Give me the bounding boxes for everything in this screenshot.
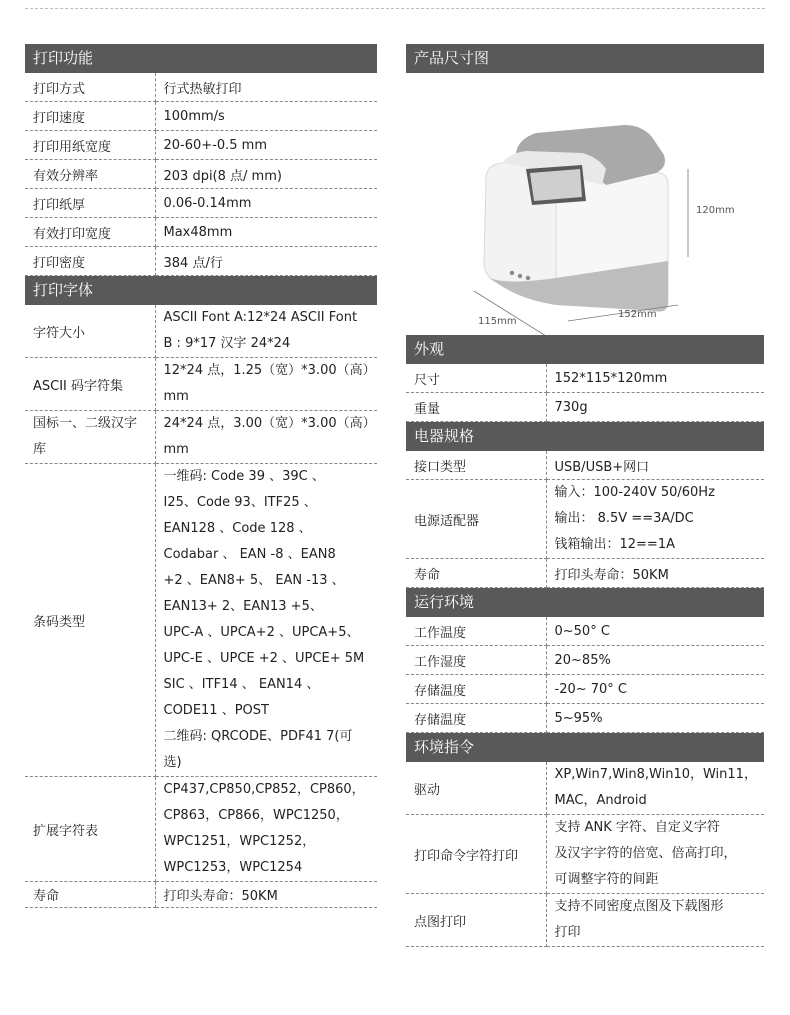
spec-value-line: I25、Code 93、ITF25 、: [163, 495, 317, 510]
spec-value-line: 支持不同密度点图及下载图形: [554, 899, 724, 914]
table-row: [25, 218, 377, 247]
table-row: [25, 160, 377, 189]
spec-key: 接口类型: [406, 451, 546, 480]
spec-value-line: CP437,CP850,CP852，CP860，: [163, 782, 365, 797]
spec-key: 存储温度: [406, 675, 546, 704]
table-row: [25, 882, 377, 908]
spec-value-line: 可调整字符的间距: [554, 872, 659, 887]
spec-key: 条码类型: [25, 464, 155, 777]
spec-value: 打印头寿命：50KM: [546, 559, 764, 588]
spec-value: USB/USB+网口: [546, 451, 764, 480]
spec-value-line: 钱箱输出：12==1A: [554, 537, 675, 552]
height-label: 120mm: [696, 205, 735, 216]
table-row: [406, 451, 764, 480]
spec-value-line: 12*24 点，1.25（宽）*3.00（高）: [163, 363, 376, 378]
table-row: [406, 364, 764, 393]
spec-value: [546, 480, 764, 559]
depth-label: 115mm: [478, 316, 517, 327]
status-light-icon: [526, 276, 530, 280]
spec-value: 20-60+-0.5 mm: [155, 131, 377, 160]
table-row: [25, 777, 377, 882]
spec-key-line: 国标一、二级汉字: [33, 416, 138, 431]
spec-value-line: UPC-A 、UPCA+2 、UPCA+5、: [163, 625, 360, 640]
spec-value-line: ASCII Font A:12*24 ASCII Font: [163, 310, 358, 325]
right-column: [406, 44, 764, 947]
spec-value-line: 一维码: Code 39 、39C 、: [163, 469, 325, 484]
table-row: [406, 480, 764, 559]
spec-value: 203 dpi(8 点/ mm): [155, 160, 377, 189]
section-title-commands: 环境指令: [406, 733, 764, 762]
table-row: [406, 815, 764, 894]
section-title-electrical: 电器规格: [406, 422, 764, 451]
appearance-table: [406, 364, 764, 422]
section-title-print-function: 打印功能: [25, 44, 377, 73]
feed-button-icon: [518, 274, 522, 278]
spec-value-line: 二维码: QRCODE、PDF41 7(可: [163, 729, 353, 744]
section-title-product-size: 产品尺寸图: [406, 44, 764, 73]
spec-value: [155, 464, 377, 777]
spec-key: 扩展字符表: [25, 777, 155, 882]
table-row: [25, 73, 377, 102]
commands-table: [406, 762, 764, 947]
table-row: [406, 762, 764, 815]
table-row: [25, 464, 377, 777]
spec-value: 152*115*120mm: [546, 364, 764, 393]
spec-value: 0~50° C: [546, 617, 764, 646]
spec-value: 20~85%: [546, 646, 764, 675]
spec-value-line: 支持 ANK 字符、自定义字符: [554, 820, 720, 835]
power-button-icon: [510, 271, 514, 275]
spec-key: 打印方式: [25, 73, 155, 102]
print-function-table: [25, 73, 377, 276]
spec-value-line: CODE11 、POST: [163, 703, 269, 718]
spec-key: 工作湿度: [406, 646, 546, 675]
spec-value: [155, 411, 377, 464]
spec-key: 打印命令字符打印: [406, 815, 546, 894]
spec-value-line: WPC1251，WPC1252，: [163, 834, 316, 849]
section-title-appearance: 外观: [406, 335, 764, 364]
spec-value-line: B : 9*17 汉字 24*24: [163, 336, 291, 351]
table-row: [406, 646, 764, 675]
spec-value-line: Codabar 、 EAN -8 、EAN8: [163, 547, 336, 562]
spec-value: 5~95%: [546, 704, 764, 733]
spec-value: -20~ 70° C: [546, 675, 764, 704]
spec-value-line: MAC，Android: [554, 793, 647, 808]
left-column: [25, 44, 377, 908]
spec-key: 打印用纸宽度: [25, 131, 155, 160]
section-title-environment: 运行环境: [406, 588, 764, 617]
table-row: [25, 131, 377, 160]
spec-value-line: WPC1253，WPC1254: [163, 860, 303, 875]
spec-key: 字符大小: [25, 305, 155, 358]
table-row: [25, 189, 377, 218]
spec-key: [25, 411, 155, 464]
table-row: [406, 393, 764, 422]
spec-key: 点图打印: [406, 894, 546, 947]
spec-value-line: EAN128 、Code 128 、: [163, 521, 312, 536]
spec-key: 工作温度: [406, 617, 546, 646]
spec-value: 打印头寿命：50KM: [155, 882, 377, 908]
table-row: [406, 617, 764, 646]
table-row: [25, 358, 377, 411]
spec-value: [155, 358, 377, 411]
spec-value: 行式热敏打印: [155, 73, 377, 102]
spec-value-line: mm: [163, 389, 189, 404]
spec-key: 寿命: [406, 559, 546, 588]
environment-table: [406, 617, 764, 733]
spec-key: 尺寸: [406, 364, 546, 393]
spec-key-line: 库: [33, 442, 47, 457]
spec-value-line: SIC 、ITF14 、 EAN14 、: [163, 677, 320, 692]
spec-value: 100mm/s: [155, 102, 377, 131]
spec-value-line: EAN13+ 2、EAN13 +5、: [163, 599, 323, 614]
spec-key: 打印纸厚: [25, 189, 155, 218]
spec-key: 重量: [406, 393, 546, 422]
spec-key: 电源适配器: [406, 480, 546, 559]
section-title-print-font: 打印字体: [25, 276, 377, 305]
printer-illustration: [406, 73, 764, 335]
spec-key: 打印密度: [25, 247, 155, 276]
spec-value: [546, 815, 764, 894]
table-row: [25, 102, 377, 131]
spec-value: 0.06-0.14mm: [155, 189, 377, 218]
top-divider: [25, 8, 765, 9]
spec-value-line: 选): [163, 755, 182, 770]
spec-value: 730g: [546, 393, 764, 422]
spec-key: 打印速度: [25, 102, 155, 131]
spec-value-line: 输入：100-240V 50/60Hz: [554, 485, 715, 500]
table-row: [25, 305, 377, 358]
spec-value-line: XP,Win7,Win8,Win10，Win11，: [554, 767, 757, 782]
spec-value-line: 打印: [554, 925, 581, 940]
spec-value-line: 24*24 点，3.00（宽）*3.00（高）: [163, 416, 376, 431]
spec-key: 寿命: [25, 882, 155, 908]
width-label: 152mm: [618, 309, 657, 320]
electrical-table: [406, 451, 764, 588]
table-row: [25, 247, 377, 276]
spec-value: [155, 777, 377, 882]
spec-value-line: 及汉字字符的倍宽、倍高打印，: [554, 846, 737, 861]
print-font-table: [25, 305, 377, 908]
table-row: [406, 675, 764, 704]
spec-key: 有效打印宽度: [25, 218, 155, 247]
spec-key: 有效分辨率: [25, 160, 155, 189]
table-row: [25, 411, 377, 464]
table-row: [406, 704, 764, 733]
spec-key: 存储温度: [406, 704, 546, 733]
spec-key: 驱动: [406, 762, 546, 815]
spec-value-line: CP863，CP866，WPC1250，: [163, 808, 349, 823]
spec-value: [546, 762, 764, 815]
spec-value: [546, 894, 764, 947]
spec-value-line: mm: [163, 442, 189, 457]
product-dimension-image: [406, 73, 764, 335]
spec-value: 384 点/行: [155, 247, 377, 276]
paper-slot-inner: [530, 169, 582, 201]
table-row: [406, 559, 764, 588]
spec-value-line: UPC-E 、UPCE +2 、UPCE+ 5M: [163, 651, 365, 666]
table-row: [406, 894, 764, 947]
spec-value: Max48mm: [155, 218, 377, 247]
spec-key: ASCII 码字符集: [25, 358, 155, 411]
spec-value-line: +2 、EAN8+ 5、 EAN -13 、: [163, 573, 345, 588]
spec-value: [155, 305, 377, 358]
spec-value-line: 输出： 8.5V ==3A/DC: [554, 511, 694, 526]
